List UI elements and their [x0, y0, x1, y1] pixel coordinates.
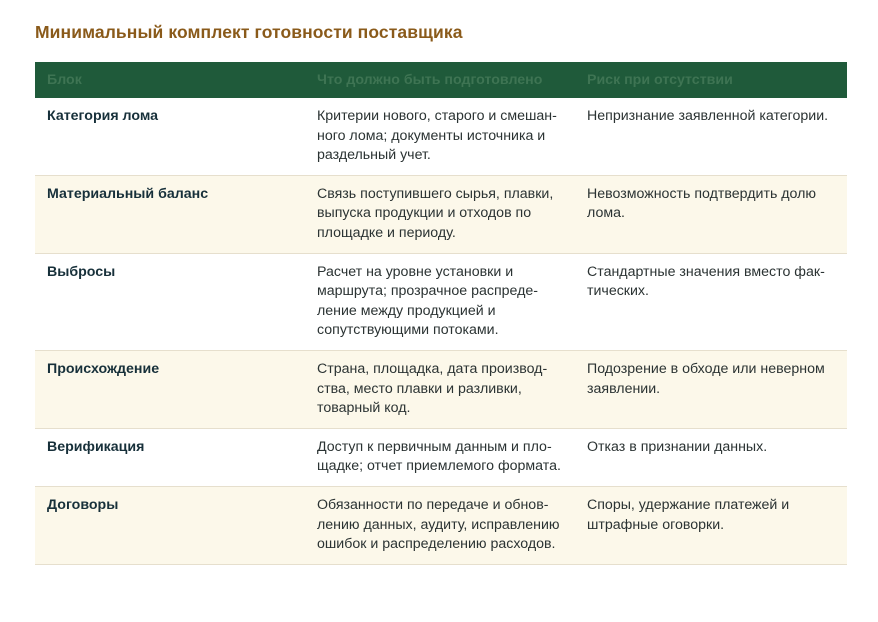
table-row	[35, 486, 847, 564]
cell-risk: Непризнание заявленной категории.	[575, 98, 847, 175]
cell-block: Категория лома	[35, 98, 305, 175]
cell-block: Выбросы	[35, 253, 305, 350]
table-header	[35, 62, 847, 98]
cell-prepared: Страна, площадка, дата производства, место плавки и разливки, товарный код.	[305, 350, 575, 428]
cell-block: Происхождение	[35, 350, 305, 428]
table-body	[35, 98, 847, 564]
header-row	[35, 62, 847, 98]
header-prepared: Что должно быть подготовлено	[305, 62, 575, 98]
cell-prepared: Связь поступившего сырья, плавки, выпуска продукции и отходов по площадке и периоду.	[305, 175, 575, 253]
cell-risk: Отказ в признании данных.	[575, 428, 847, 486]
cell-block: Верификация	[35, 428, 305, 486]
page-title: Минимальный комплект готовности поставщика	[35, 22, 463, 42]
cell-prepared: Обязанности по передаче и обновлению данных, аудиту, исправлению ошибок и распределению расходов.	[305, 486, 575, 564]
cell-risk: Споры, удержание платежей и штрафные оговорки.	[575, 486, 847, 564]
cell-prepared: Доступ к первичным данным и площадке; отчет приемлемого формата.	[305, 428, 575, 486]
header-block: Блок	[35, 62, 305, 98]
header-risk: Риск при отсутствии	[575, 62, 847, 98]
cell-prepared: Критерии нового, старого и смешанного лома; документы источника и раздельный учет.	[305, 98, 575, 175]
cell-risk: Невозможность подтвердить долю лома.	[575, 175, 847, 253]
cell-prepared: Расчет на уровне установки и маршрута; прозрачное распределение между продукцией и сопутствующими потоками.	[305, 253, 575, 350]
table-row	[35, 98, 847, 175]
table-row	[35, 350, 847, 428]
table-row	[35, 175, 847, 253]
readiness-table	[35, 62, 847, 565]
table-row	[35, 253, 847, 350]
cell-block: Договоры	[35, 486, 305, 564]
table-row	[35, 428, 847, 486]
cell-risk: Подозрение в обходе или неверном заявлении.	[575, 350, 847, 428]
cell-risk: Стандартные значения вместо фактических.	[575, 253, 847, 350]
cell-block: Материальный баланс	[35, 175, 305, 253]
